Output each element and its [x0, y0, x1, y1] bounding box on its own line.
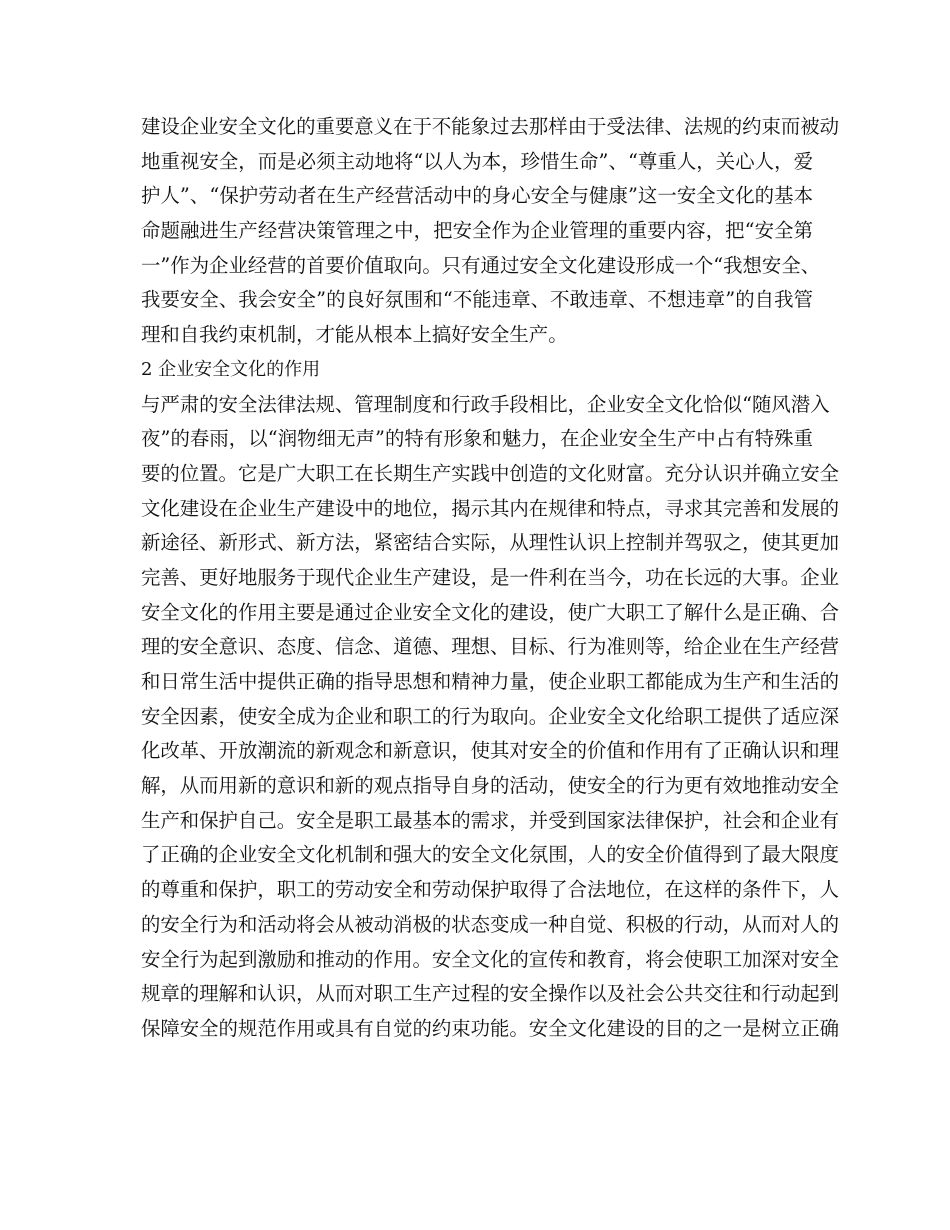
text-line: 理和自我约束机制，才能从根本上搞好安全生产。 — [141, 323, 568, 347]
text-line: 完善、更好地服务于现代企业生产建设，是一件利在当今，功在长远的大事。企业 — [141, 565, 840, 589]
text-line: 的安全行为和活动将会从被动消极的状态变成一种自觉、积极的行动，从而对人的 — [141, 912, 840, 936]
text-line: 解，从而用新的意识和新的观点指导自身的活动，使安全的行为更有效地推动安全 — [141, 774, 840, 798]
text-line: 的尊重和保护，职工的劳动安全和劳动保护取得了合法地位，在这样的条件下，人 — [141, 878, 840, 902]
text-line: 安全因素，使安全成为企业和职工的行为取向。企业安全文化给职工提供了适应深 — [141, 704, 840, 728]
document-body — [141, 110, 840, 1047]
text-line: 化改革、开放潮流的新观念和新意识，使其对安全的价值和作用有了正确认识和理 — [141, 739, 840, 763]
text-line: 与严肃的安全法律法规、管理制度和行政手段相比，企业安全文化恰似“随风潜入 — [141, 392, 830, 416]
text-line: 要的位置。它是广大职工在长期生产实践中创造的文化财富。充分认识并确立安全 — [141, 461, 840, 485]
text-line: 新途径、新形式、新方法，紧密结合实际，从理性认识上控制并驾驭之，使其更加 — [141, 531, 840, 555]
text-line: 建设企业安全文化的重要意义在于不能象过去那样由于受法律、法规的约束而被动 — [141, 115, 840, 138]
text-line: 保障安全的规范作用或具有自觉的约束功能。安全文化建设的目的之一是树立正确 — [141, 1016, 840, 1040]
text-line: 和日常生活中提供正确的指导思想和精神力量，使企业职工都能成为生产和生活的 — [141, 670, 840, 693]
paragraph-role — [141, 388, 840, 1047]
section-heading: 2 企业安全文化的作用 — [141, 358, 321, 380]
text-line: 地重视安全，而是必须主动地将“以人为本，珍惜生命”、“尊重人，关心人，爱 — [141, 149, 813, 173]
text-line: 规章的理解和认识，从而对职工生产过程的安全操作以及社会公共交往和行动起到 — [141, 982, 840, 1006]
text-line: 安全文化的作用主要是通过企业安全文化的建设，使广大职工了解什么是正确、合 — [141, 600, 840, 624]
text-line: 文化建设在企业生产建设中的地位，揭示其内在规律和特点，寻求其完善和发展的 — [141, 496, 840, 520]
paragraph-importance — [141, 110, 840, 353]
text-line: 安全行为起到激励和推动的作用。安全文化的宣传和教育，将会使职工加深对安全 — [141, 947, 840, 971]
text-line: 我要安全、我会安全”的良好氛围和“不能违章、不敢违章、不想违章”的自我管 — [141, 288, 813, 312]
text-line: 了正确的企业安全文化机制和强大的安全文化氛围，人的安全价值得到了最大限度 — [141, 843, 840, 867]
text-line: 夜”的春雨，以“润物细无声”的特有形象和魅力，在企业安全生产中占有特殊重 — [141, 427, 813, 451]
text-line: 理的安全意识、态度、信念、道德、理想、目标、行为准则等，给企业在生产经营 — [141, 635, 840, 659]
text-line: 一”作为企业经营的首要价值取向。只有通过安全文化建设形成一个“我想安全、 — [141, 253, 821, 277]
text-line: 命题融进生产经营决策管理之中，把安全作为企业管理的重要内容，把“安全第 — [141, 219, 813, 243]
text-line: 护人”、“保护劳动者在生产经营活动中的身心安全与健康”这一安全文化的基本 — [141, 184, 813, 208]
text-line: 生产和保护自己。安全是职工最基本的需求，并受到国家法律保护，社会和企业有 — [141, 808, 840, 832]
